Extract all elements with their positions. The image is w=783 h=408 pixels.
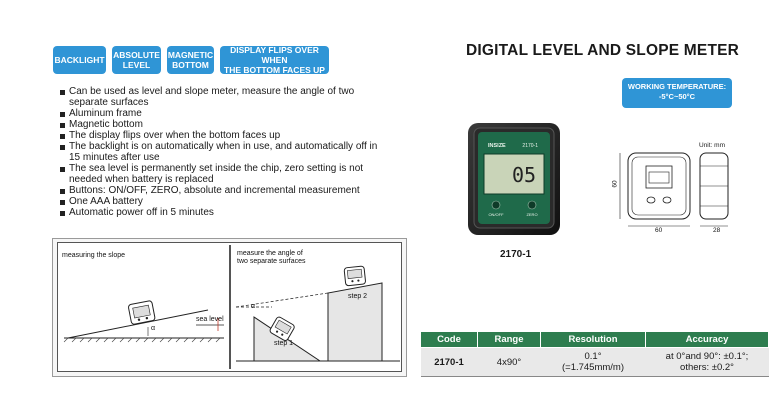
- badge-display-flips: DISPLAY FLIPS OVER WHEN THE BOTTOM FACES UP: [220, 46, 329, 74]
- diagram-divider: [229, 245, 231, 369]
- spec-table: [420, 331, 769, 377]
- usage-diagram-frame: [57, 242, 402, 372]
- cell-accuracy: [646, 348, 769, 377]
- device-brand: INSIZE: [488, 143, 506, 149]
- feature-item: Can be used as level and slope meter, measure the angle of two separate surfaces: [60, 86, 390, 108]
- working-temperature-badge: [622, 78, 732, 108]
- usage-diagram: [52, 238, 407, 377]
- step1-label: step 1: [274, 340, 294, 347]
- product-code-label: 2170-1: [500, 249, 532, 260]
- left-diagram-title: measuring the slope: [62, 252, 126, 259]
- dim-height-label: 60: [611, 180, 619, 188]
- badge-backlight: BACKLIGHT: [53, 46, 106, 74]
- feature-item: Automatic power off in 5 minutes: [60, 207, 390, 218]
- feature-item: Aluminum frame: [60, 108, 390, 119]
- product-photo: [466, 120, 562, 238]
- two-surfaces-illustration: [232, 243, 404, 371]
- ground-hatch: [64, 338, 220, 342]
- device-display-value: 05: [511, 163, 537, 187]
- level-device-step2: [344, 266, 366, 286]
- slope-illustration: [58, 243, 228, 371]
- dim-width-label: 60: [655, 227, 663, 234]
- header-range: Range: [478, 332, 541, 348]
- header-accuracy: Accuracy: [646, 332, 769, 348]
- device-btn-onoff: ON/OFF: [488, 212, 504, 217]
- level-device-on-slope: [128, 300, 155, 324]
- drawing-unit-label: Unit: mm: [699, 142, 725, 149]
- cell-resolution: [541, 348, 646, 377]
- resolution-line1: 0.1°: [584, 351, 602, 362]
- feature-item: The sea level is permanently set inside the chip, zero setting is not needed when battery is replaced: [60, 163, 390, 185]
- feature-item: The display flips over when the bottom faces up: [60, 130, 390, 141]
- page-title: DIGITAL LEVEL AND SLOPE METER: [466, 42, 740, 59]
- alpha-label-left: α: [151, 325, 156, 332]
- sea-level-label: sea level: [196, 316, 224, 323]
- feature-list: [60, 86, 390, 218]
- alpha-label-right: α: [251, 303, 256, 310]
- technical-drawing: [612, 148, 742, 238]
- cell-range: 4x90°: [478, 348, 541, 377]
- header-resolution: Resolution: [541, 332, 646, 348]
- resolution-line2: (=1.745mm/m): [561, 362, 625, 373]
- device-btn-zero: ZERO: [526, 212, 538, 217]
- feature-item: The backlight is on automatically when in use, and automatically off in 15 minutes after use: [60, 141, 390, 163]
- feature-item: Buttons: ON/OFF, ZERO, absolute and incremental measurement: [60, 185, 390, 196]
- feature-item: Magnetic bottom: [60, 119, 390, 130]
- table-row: [421, 348, 769, 377]
- badge-absolute-level: ABSOLUTE LEVEL: [112, 46, 161, 74]
- step2-label: step 2: [348, 293, 368, 300]
- dim-depth-label: 28: [713, 227, 721, 234]
- spec-table-header: [421, 332, 769, 348]
- right-diagram-title: measure the angle of two separate surfaces: [237, 250, 306, 265]
- feature-item: One AAA battery: [60, 196, 390, 207]
- accuracy-line2: others: ±0.2°: [680, 362, 734, 373]
- badge-magnetic-bottom: MAGNETIC BOTTOM: [167, 46, 214, 74]
- cell-code: 2170-1: [421, 348, 478, 377]
- accuracy-line1: at 0°and 90°: ±0.1°;: [665, 351, 749, 362]
- working-temperature-label: WORKING TEMPERATURE:: [627, 82, 727, 91]
- working-temperature-value: -5°C~50°C: [658, 92, 696, 101]
- device-model: 2170-1: [522, 143, 538, 149]
- header-code: Code: [421, 332, 478, 348]
